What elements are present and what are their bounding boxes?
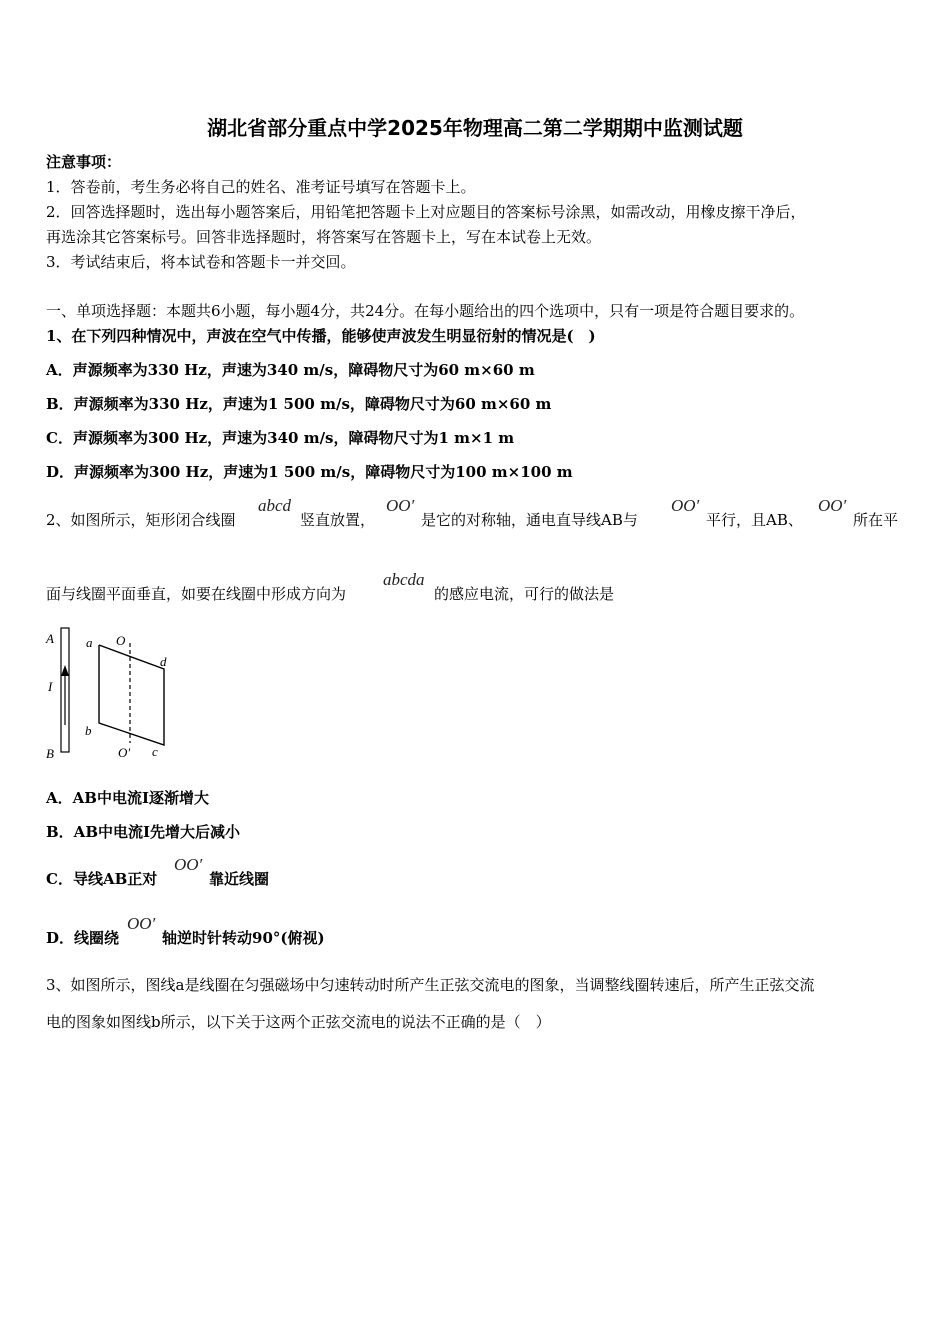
label-b-upper: B (46, 746, 54, 761)
q1-stem: 1、在下列四种情况中，声波在空气中传播，能够使声波发生明显衍射的情况是( ) (46, 327, 596, 345)
label-d: d (160, 654, 167, 669)
label-o-prime: O′ (118, 745, 131, 760)
label-a-upper: A (46, 631, 54, 646)
label-current: I (48, 679, 53, 694)
q2-option-d-math: OO′ (127, 914, 156, 933)
notice-item-2: 2．回答选择题时，选出每小题答案后，用铅笔把答题卡上对应题目的答案标号涂黑，如需改动，用橡皮擦干净后， (46, 203, 806, 221)
q2-math-abcda: abcda (383, 570, 425, 589)
q2-text-3: 是它的对称轴，通电直导线AB与 (421, 511, 638, 529)
notice-item-1: 1．答卷前，考生务必将自己的姓名、准考证号填写在答题卡上。 (46, 178, 476, 196)
q3-stem-line-1: 3、如图所示，图线a是线圈在匀强磁场中匀速转动时所产生正弦交流电的图象，当调整线圈转速后，所产生正弦交流 (46, 976, 815, 994)
q2-math-oo-1: OO′ (386, 496, 415, 515)
q1-option-c: C．声源频率为300 Hz，声速为340 m/s，障碍物尺寸为1 m×1 m (46, 429, 515, 447)
q2-figure (40, 625, 180, 765)
q2-option-b: B．AB中电流I先增大后减小 (46, 823, 241, 841)
q2-option-d-text-2: 轴逆时针转动90°(俯视) (162, 929, 325, 947)
label-b: b (85, 723, 92, 738)
q2-option-c-text-2: 靠近线圈 (209, 870, 270, 888)
notice-item-2-cont: 再选涂其它答案标号。回答非选择题时，将答案写在答题卡上，写在本试卷上无效。 (46, 228, 602, 246)
q2-option-c-text: C．导线AB正对 (46, 870, 158, 888)
q2-math-oo-2: OO′ (671, 496, 700, 515)
q2-text-4: 平行，且AB、 (706, 511, 803, 529)
q1-option-a: A．声源频率为330 Hz，声速为340 m/s，障碍物尺寸为60 m×60 m (46, 361, 535, 379)
q2-option-a: A．AB中电流Ⅰ逐渐增大 (46, 789, 209, 807)
q2-option-d-text: D．线圈绕 (46, 929, 120, 947)
label-a: a (86, 635, 93, 650)
notice-heading: 注意事项： (46, 153, 122, 171)
q2-text-6: 面与线圈平面垂直，如要在线圈中形成方向为 (46, 585, 347, 603)
q2-math-abcd: abcd (258, 496, 292, 515)
current-arrow-head (61, 665, 69, 676)
q1-option-b: B．声源频率为330 Hz，声速为1 500 m/s，障碍物尺寸为60 m×60 m (46, 395, 552, 413)
q1-option-d: D．声源频率为300 Hz，声速为1 500 m/s，障碍物尺寸为100 m×100 m (46, 463, 573, 481)
section-heading: 一、单项选择题：本题共6小题，每小题4分，共24分。在每小题给出的四个选项中，只有一项是符合题目要求的。 (46, 302, 805, 320)
q2-text-5: 所在平 (853, 511, 899, 529)
label-o: O (116, 633, 126, 648)
label-c: c (152, 744, 158, 759)
q2-option-c-math: OO′ (174, 855, 203, 874)
page-title: 湖北省部分重点中学2025年物理高二第二学期期中监测试题 (207, 116, 743, 140)
q2-text-2: 竖直放置， (300, 511, 376, 529)
notice-item-3: 3．考试结束后，将本试卷和答题卡一并交回。 (46, 253, 356, 271)
q2-math-oo-3: OO′ (818, 496, 847, 515)
q3-stem-line-2: 电的图象如图线b所示，以下关于这两个正弦交流电的说法不正确的是（ ） (46, 1013, 551, 1031)
q2-text-7: 的感应电流，可行的做法是 (434, 585, 615, 603)
coil-abcd (99, 645, 164, 745)
q2-text-1: 2、如图所示，矩形闭合线圈 (46, 511, 236, 529)
